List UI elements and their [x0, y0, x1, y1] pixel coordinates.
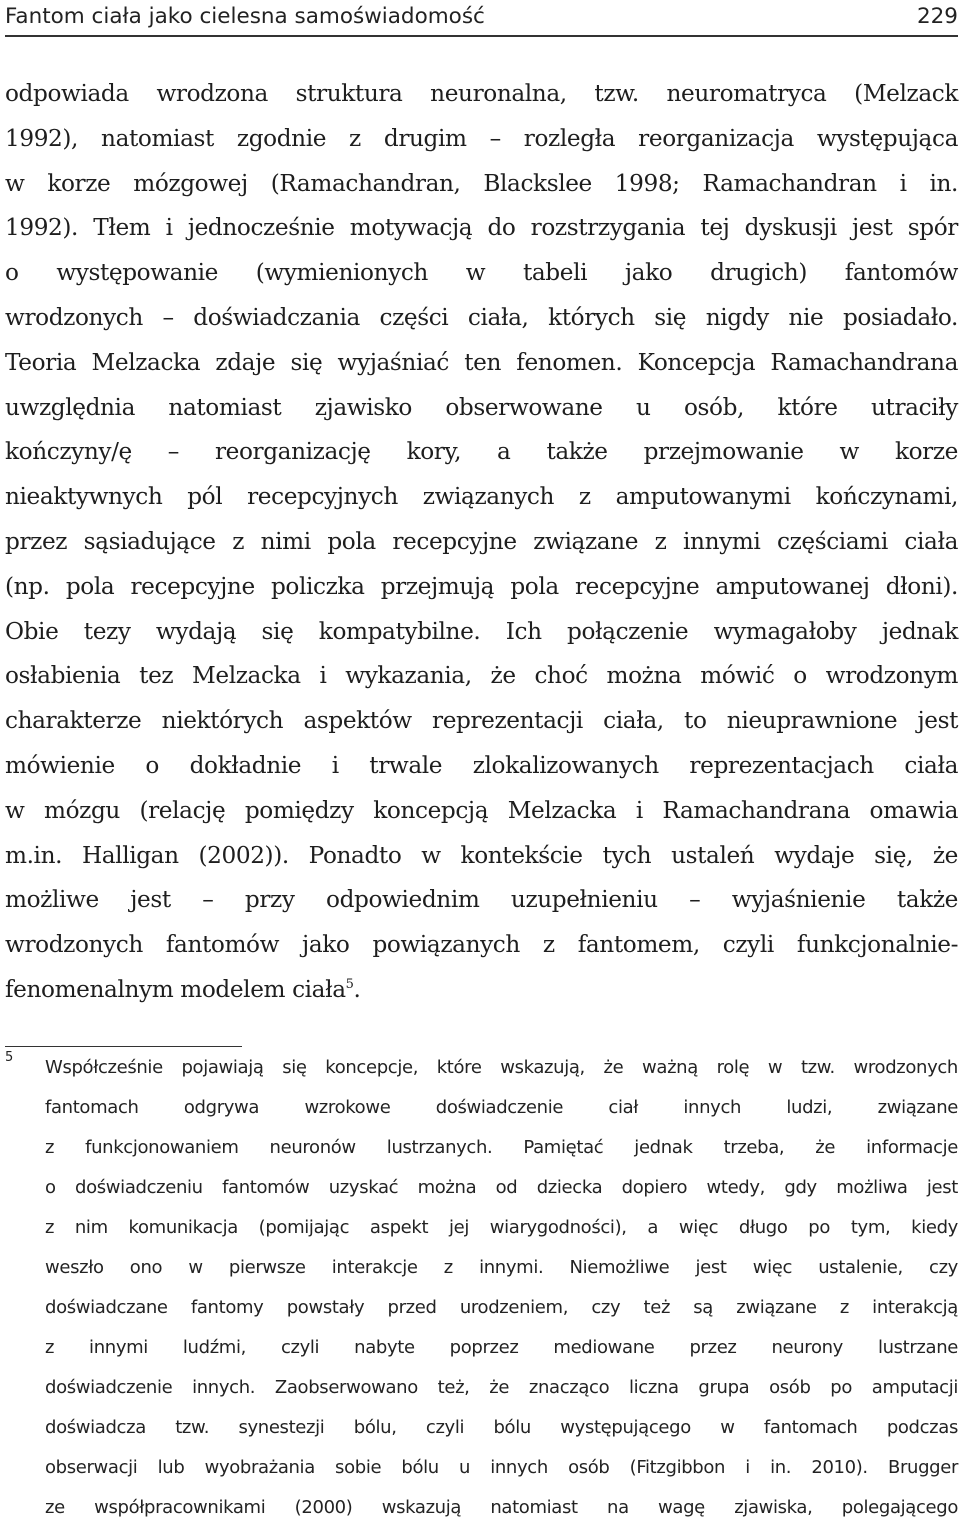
footnote-marker: 5 [5, 1050, 13, 1065]
body-line: Teoria Melzacka zdaje się wyjaśniać ten fenomen. Koncepcja Ramachandrana [5, 348, 958, 376]
footnote-line: weszło ono w pierwsze interakcje z innymi. Niemożliwe jest więc ustalenie, czy [45, 1257, 958, 1278]
footnote-line: z funkcjonowaniem neuronów lustrzanych. Pamiętać jednak trzeba, że informacje [45, 1137, 958, 1158]
body-text [5, 72, 958, 1013]
body-line: uwzględnia natomiast zjawisko obserwowane u osób, które utraciły [5, 393, 958, 421]
running-header [5, 2, 958, 32]
footnote-line: z nim komunikacja (pomijając aspekt jej wiarygodności), a więc długo po tym, kiedy [45, 1217, 958, 1238]
footnote-line: o doświadczeniu fantomów uzyskać można od dziecka dopiero wtedy, gdy możliwa jest [45, 1177, 958, 1198]
body-last-line [5, 968, 958, 1013]
body-line: w korze mózgowej (Ramachandran, Blackslee 1998; Ramachandran i in. [5, 169, 958, 197]
body-line: nieaktywnych pól recepcyjnych związanych z amputowanymi kończynami, [5, 483, 958, 511]
running-header-title: Fantom ciała jako cielesna samoświadomość [5, 4, 485, 29]
body-line: w mózgu (relację pomiędzy koncepcją Melzacka i Ramachandrana omawia [5, 796, 958, 824]
body-line: charakterze niektórych aspektów reprezentacji ciała, to nieuprawnione jest [5, 707, 958, 735]
footnote-line: doświadczenie innych. Zaobserwowano też, że znacząco liczna grupa osób po amputacji [45, 1377, 958, 1398]
body-line: o występowanie (wymienionych w tabeli jako drugich) fantomów [5, 259, 958, 287]
footnote-reference[interactable]: 5 [345, 976, 354, 992]
footnote-line: doświadczane fantomy powstały przed urodzeniem, czy też są związane z interakcją [45, 1297, 958, 1318]
body-line: przez sąsiadujące z nimi pola recepcyjne związane z innymi częściami ciała [5, 527, 958, 555]
footnote-line: z innymi ludźmi, czyli nabyte poprzez mediowane przez neurony lustrzane [45, 1337, 958, 1358]
footnote-text [45, 1048, 958, 1528]
body-line: m.in. Halligan (2002)). Ponadto w kontekście tych ustaleń wydaje się, że [5, 841, 958, 869]
body-line: osłabienia tez Melzacka i wykazania, że choć można mówić o wrodzonym [5, 662, 958, 690]
body-line: mówienie o dokładnie i trwale zlokalizowanych reprezentacjach ciała [5, 751, 958, 779]
body-line: możliwe jest – przy odpowiednim uzupełnieniu – wyjaśnienie także [5, 886, 958, 914]
body-last-line-period: . [353, 975, 361, 1003]
footnote-line: fantomach odgrywa wzrokowe doświadczenie ciał innych ludzi, związane [45, 1097, 958, 1118]
body-line: 1992). Tłem i jednocześnie motywacją do rozstrzygania tej dyskusji jest spór [5, 214, 958, 242]
body-line: (np. pola recepcyjne policzka przejmują pola recepcyjne amputowanej dłoni). [5, 572, 958, 600]
footnote-line: obserwacji lub wyobrażania sobie bólu u innych osób (Fitzgibbon i in. 2010). Brugger [45, 1457, 958, 1478]
body-last-line-text: fenomenalnym modelem ciała [5, 975, 346, 1003]
body-line: odpowiada wrodzona struktura neuronalna, tzw. neuromatryca (Melzack [5, 80, 958, 107]
body-line: kończyny/ę – reorganizację kory, a także przejmowanie w korze [5, 438, 958, 466]
body-line: 1992), natomiast zgodnie z drugim – rozległa reorganizacja występująca [5, 124, 958, 152]
header-rule [5, 35, 958, 37]
footnote-line: ze współpracownikami (2000) wskazują natomiast na wagę zjawiska, polegającego [45, 1497, 958, 1518]
body-line: wrodzonych fantomów jako powiązanych z fantomem, czyli funkcjonalnie- [5, 931, 958, 959]
footnote-line: Współcześnie pojawiają się koncepcje, które wskazują, że ważną rolę w tzw. wrodzonych [45, 1057, 958, 1078]
page-number: 229 [916, 4, 958, 29]
body-line: Obie tezy wydają się kompatybilne. Ich połączenie wymagałoby jednak [5, 617, 958, 645]
body-line: wrodzonych – doświadczania części ciała, których się nigdy nie posiadało. [5, 303, 958, 331]
footnote-line: doświadcza tzw. synestezji bólu, czyli bólu występującego w fantomach podczas [45, 1417, 958, 1438]
